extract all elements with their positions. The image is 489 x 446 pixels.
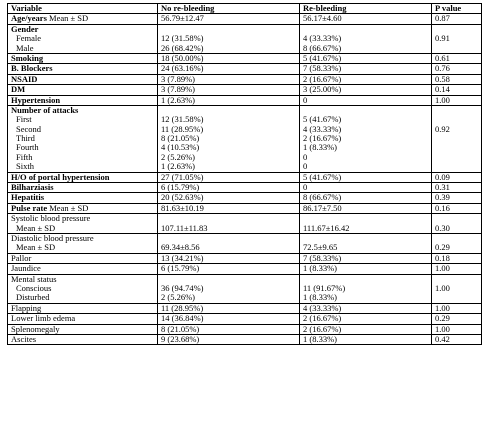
cell-line <box>435 162 481 171</box>
cell-line: 4 (33.33%) <box>303 123 342 134</box>
cell-line: 26 (68.42%) <box>161 42 204 53</box>
table-row-lower-limb-edema <box>8 314 482 324</box>
no-rebleeding-cell <box>158 64 300 74</box>
cell-line: Mean ± SD <box>16 222 56 233</box>
cell-line: 13 (34.21%) <box>161 253 204 263</box>
no-rebleeding-cell <box>158 172 300 182</box>
cell-line: 3 (7.89%) <box>161 84 195 95</box>
p-value-cell <box>432 172 482 182</box>
cell-line: 0 <box>303 182 308 193</box>
cell-line: 5 (41.67%) <box>303 53 342 63</box>
cell-line: First <box>16 114 32 125</box>
cell-line: Third <box>16 133 35 144</box>
variable-stat-label: Mean ± SD <box>47 203 89 213</box>
cell-line: 9 (23.68%) <box>161 334 200 344</box>
cell-line: Fourth <box>16 142 39 153</box>
cell-line: 0.09 <box>435 172 450 182</box>
rebleeding-cell <box>300 234 432 254</box>
p-value-cell <box>432 53 482 63</box>
cell-line: Gender <box>11 24 39 34</box>
table-row-dm <box>8 85 482 95</box>
no-rebleeding-cell <box>158 105 300 172</box>
p-value-cell <box>432 14 482 24</box>
variable-cell <box>8 274 158 303</box>
variable-cell <box>8 234 158 254</box>
cell-line: 1 (8.33%) <box>303 292 337 303</box>
rebleeding-cell <box>300 264 432 274</box>
cell-line: 69.34±8.56 <box>161 242 200 253</box>
cell-line: 0.18 <box>435 253 450 263</box>
header-p-value: P value <box>432 4 482 14</box>
no-rebleeding-cell <box>158 203 300 213</box>
cell-line <box>11 204 157 213</box>
cell-line: Diastolic blood pressure <box>11 233 94 243</box>
no-rebleeding-cell <box>158 14 300 24</box>
cell-line: 0 <box>303 151 308 162</box>
cell-line: Lower limb edema <box>11 313 76 324</box>
table-row-age <box>8 14 482 24</box>
no-rebleeding-cell <box>158 314 300 324</box>
header-variable: Variable <box>8 4 158 14</box>
table-row-bilharziasis <box>8 183 482 193</box>
variable-cell <box>8 214 158 234</box>
rebleeding-cell <box>300 64 432 74</box>
cell-line: 107.11±11.83 <box>161 222 208 233</box>
cell-line: 6 (15.79%) <box>161 263 200 274</box>
p-value-cell <box>432 105 482 172</box>
cell-line <box>435 106 481 115</box>
table-row-jaundice <box>8 264 482 274</box>
cell-line: 0.76 <box>435 63 450 74</box>
cell-line <box>11 14 157 23</box>
rebleeding-cell <box>300 172 432 182</box>
cell-line: 3 (25.00%) <box>303 84 342 95</box>
cell-line: 72.5±9.65 <box>303 242 338 253</box>
cell-line: 0.61 <box>435 53 450 63</box>
rebleeding-cell <box>300 214 432 234</box>
cell-line: Smoking <box>11 53 44 63</box>
cell-line: Fifth <box>16 151 33 162</box>
variable-cell <box>8 193 158 203</box>
no-rebleeding-cell <box>158 303 300 313</box>
cell-line: Splenomegaly <box>11 324 60 334</box>
table-row-ascites <box>8 334 482 344</box>
table-row-diastolic-bp <box>8 234 482 254</box>
variable-cell <box>8 64 158 74</box>
cell-line: 5 (41.67%) <box>303 114 342 125</box>
cell-line: Number of attacks <box>11 105 79 115</box>
p-value-cell <box>432 85 482 95</box>
cell-line: 8 (66.67%) <box>303 42 342 53</box>
table-row-flapping <box>8 303 482 313</box>
rebleeding-cell <box>300 253 432 263</box>
data-table <box>7 3 482 345</box>
variable-cell <box>8 95 158 105</box>
cell-line: 7 (58.33%) <box>303 253 342 263</box>
cell-line: 0.58 <box>435 74 450 84</box>
cell-line <box>435 44 481 53</box>
cell-line: 56.17±4.60 <box>303 13 342 24</box>
variable-cell <box>8 324 158 334</box>
rebleeding-cell <box>300 334 432 344</box>
cell-line: 0.16 <box>435 203 450 213</box>
p-value-cell <box>432 234 482 254</box>
cell-line: Conscious <box>16 282 52 293</box>
variable-label: Pulse rate <box>11 203 48 213</box>
no-rebleeding-cell <box>158 334 300 344</box>
cell-line: Sixth <box>16 161 34 172</box>
variable-cell <box>8 183 158 193</box>
cell-line: Female <box>16 33 42 44</box>
cell-line: 36 (94.74%) <box>161 282 204 293</box>
no-rebleeding-cell <box>158 183 300 193</box>
cell-line: 1.00 <box>435 324 450 334</box>
cell-line: 0.42 <box>435 334 450 344</box>
cell-line: Hypertension <box>11 95 61 105</box>
cell-line: Male <box>16 42 34 53</box>
rebleeding-cell <box>300 303 432 313</box>
table-row-gender <box>8 24 482 53</box>
no-rebleeding-cell <box>158 324 300 334</box>
cell-line: 111.67±16.42 <box>303 222 350 233</box>
cell-line: Second <box>16 123 42 134</box>
cell-line: 0.29 <box>435 313 450 324</box>
p-value-cell <box>432 334 482 344</box>
variable-cell <box>8 14 158 24</box>
p-value-cell <box>432 314 482 324</box>
variable-cell <box>8 172 158 182</box>
variable-cell <box>8 314 158 324</box>
cell-line: 12 (31.58%) <box>161 33 204 44</box>
cell-line: 1 (2.63%) <box>161 161 195 172</box>
cell-line: 8 (66.67%) <box>303 192 342 203</box>
no-rebleeding-cell <box>158 53 300 63</box>
no-rebleeding-cell <box>158 234 300 254</box>
variable-cell <box>8 74 158 84</box>
cell-line: 18 (50.00%) <box>161 53 204 63</box>
no-rebleeding-cell <box>158 74 300 84</box>
cell-line: 11 (28.95%) <box>161 123 204 134</box>
p-value-cell <box>432 64 482 74</box>
p-value-cell <box>432 203 482 213</box>
table-row-hepatitis <box>8 193 482 203</box>
rebleeding-cell <box>300 74 432 84</box>
cell-line <box>435 134 481 143</box>
p-value-cell <box>432 303 482 313</box>
cell-line: 6 (15.79%) <box>161 182 200 193</box>
no-rebleeding-cell <box>158 24 300 53</box>
cell-line: 1.00 <box>435 263 450 274</box>
cell-line: 24 (63.16%) <box>161 63 204 74</box>
cell-line <box>435 293 481 302</box>
cell-line <box>435 143 481 152</box>
cell-line <box>435 153 481 162</box>
table-row-portal-hypertension <box>8 172 482 182</box>
cell-line: 86.17±7.50 <box>303 203 342 213</box>
table-row-b-blockers <box>8 64 482 74</box>
no-rebleeding-cell <box>158 274 300 303</box>
variable-cell <box>8 24 158 53</box>
rebleeding-cell <box>300 183 432 193</box>
no-rebleeding-cell <box>158 95 300 105</box>
cell-line: 5 (41.67%) <box>303 172 342 182</box>
rebleeding-cell <box>300 324 432 334</box>
p-value-cell <box>432 253 482 263</box>
cell-line: Pallor <box>11 253 32 263</box>
variable-stat-label: Mean ± SD <box>46 13 89 24</box>
cell-line: 2 (5.26%) <box>161 292 195 303</box>
no-rebleeding-cell <box>158 193 300 203</box>
no-rebleeding-cell <box>158 214 300 234</box>
rebleeding-cell <box>300 314 432 324</box>
rebleeding-cell <box>300 203 432 213</box>
cell-line: 7 (58.33%) <box>303 63 342 74</box>
variable-cell <box>8 203 158 213</box>
p-value-cell <box>432 214 482 234</box>
cell-line: Hepatitis <box>11 192 45 203</box>
cell-line: 0.92 <box>435 123 450 134</box>
p-value-cell <box>432 274 482 303</box>
variable-cell <box>8 303 158 313</box>
cell-line: 1.00 <box>435 303 450 313</box>
cell-line: B. Blockers <box>11 63 53 74</box>
p-value-cell <box>432 324 482 334</box>
rebleeding-cell <box>300 193 432 203</box>
cell-line: 0.87 <box>435 13 450 24</box>
cell-line: Ascites <box>11 334 37 344</box>
table-row-pallor <box>8 253 482 263</box>
cell-line: 1 (2.63%) <box>161 95 195 105</box>
cell-line: Disturbed <box>16 292 50 303</box>
variable-label: Age/years <box>11 13 47 24</box>
cell-line: 11 (91.67%) <box>303 282 346 293</box>
cell-line: 1 (8.33%) <box>303 334 337 344</box>
variable-cell <box>8 105 158 172</box>
cell-line: 4 (33.33%) <box>303 33 342 44</box>
rebleeding-cell <box>300 105 432 172</box>
cell-line: 1 (8.33%) <box>303 263 337 274</box>
table-row-systolic-bp <box>8 214 482 234</box>
table-row-attacks <box>8 105 482 172</box>
table-row-nsaid <box>8 74 482 84</box>
cell-line: 0 <box>303 161 308 172</box>
cell-line: 20 (52.63%) <box>161 192 204 203</box>
p-value-cell <box>432 74 482 84</box>
cell-line: Mental status <box>11 274 57 284</box>
cell-line: 2 (16.67%) <box>303 324 342 334</box>
cell-line: 2 (16.67%) <box>303 133 342 144</box>
cell-line: 56.79±12.47 <box>161 13 204 24</box>
rebleeding-cell <box>300 24 432 53</box>
cell-line: Systolic blood pressure <box>11 213 91 224</box>
variable-cell <box>8 85 158 95</box>
cell-line: 1 (8.33%) <box>303 142 337 153</box>
cell-line: 1.00 <box>435 282 450 293</box>
variable-cell <box>8 334 158 344</box>
cell-line: 4 (10.53%) <box>161 142 200 153</box>
cell-line: 0 <box>303 95 308 105</box>
cell-line: 4 (33.33%) <box>303 303 342 313</box>
table-body <box>8 14 482 345</box>
cell-line: 2 (5.26%) <box>161 151 195 162</box>
p-value-cell <box>432 24 482 53</box>
variable-cell <box>8 253 158 263</box>
table-row-pulse-rate <box>8 203 482 213</box>
rebleeding-cell <box>300 53 432 63</box>
cell-line: Flapping <box>11 303 42 313</box>
variable-cell <box>8 53 158 63</box>
cell-line: 3 (7.89%) <box>161 74 195 84</box>
no-rebleeding-cell <box>158 85 300 95</box>
cell-line: 11 (28.95%) <box>161 303 204 313</box>
p-value-cell <box>432 193 482 203</box>
cell-line: Bilharziasis <box>11 182 54 193</box>
cell-line: 0.31 <box>435 182 450 193</box>
cell-line: NSAID <box>11 74 38 84</box>
rebleeding-cell <box>300 274 432 303</box>
no-rebleeding-cell <box>158 253 300 263</box>
cell-line: 0.29 <box>435 242 450 253</box>
cell-line: 0.91 <box>435 33 450 44</box>
table-row-mental-status <box>8 274 482 303</box>
p-value-cell <box>432 264 482 274</box>
table-row-smoking <box>8 53 482 63</box>
variable-cell <box>8 264 158 274</box>
cell-line: 14 (36.84%) <box>161 313 204 324</box>
p-value-cell <box>432 95 482 105</box>
cell-line: Jaundice <box>11 263 41 274</box>
cell-line: 2 (16.67%) <box>303 74 342 84</box>
header-row <box>8 4 482 14</box>
cell-line: 0.14 <box>435 84 450 95</box>
cell-line: 0.39 <box>435 192 450 203</box>
cell-line: 2 (16.67%) <box>303 313 342 324</box>
rebleeding-cell <box>300 14 432 24</box>
cell-line: DM <box>11 84 26 95</box>
p-value-cell <box>432 183 482 193</box>
header-no-rebleeding: No re-bleeding <box>158 4 300 14</box>
cell-line: 8 (21.05%) <box>161 324 200 334</box>
rebleeding-cell <box>300 85 432 95</box>
table-row-splenomegaly <box>8 324 482 334</box>
no-rebleeding-cell <box>158 264 300 274</box>
rebleeding-cell <box>300 95 432 105</box>
header-rebleeding: Re-bleeding <box>300 4 432 14</box>
cell-line: 8 (21.05%) <box>161 133 200 144</box>
cell-line: H/O of portal hypertension <box>11 172 110 182</box>
cell-line: 1.00 <box>435 95 450 105</box>
cell-line: 12 (31.58%) <box>161 114 204 125</box>
cell-line: Mean ± SD <box>16 242 56 253</box>
cell-line: 0.30 <box>435 222 450 233</box>
cell-line: 81.63±10.19 <box>161 203 204 213</box>
table-row-hypertension <box>8 95 482 105</box>
cell-line: 27 (71.05%) <box>161 172 204 182</box>
